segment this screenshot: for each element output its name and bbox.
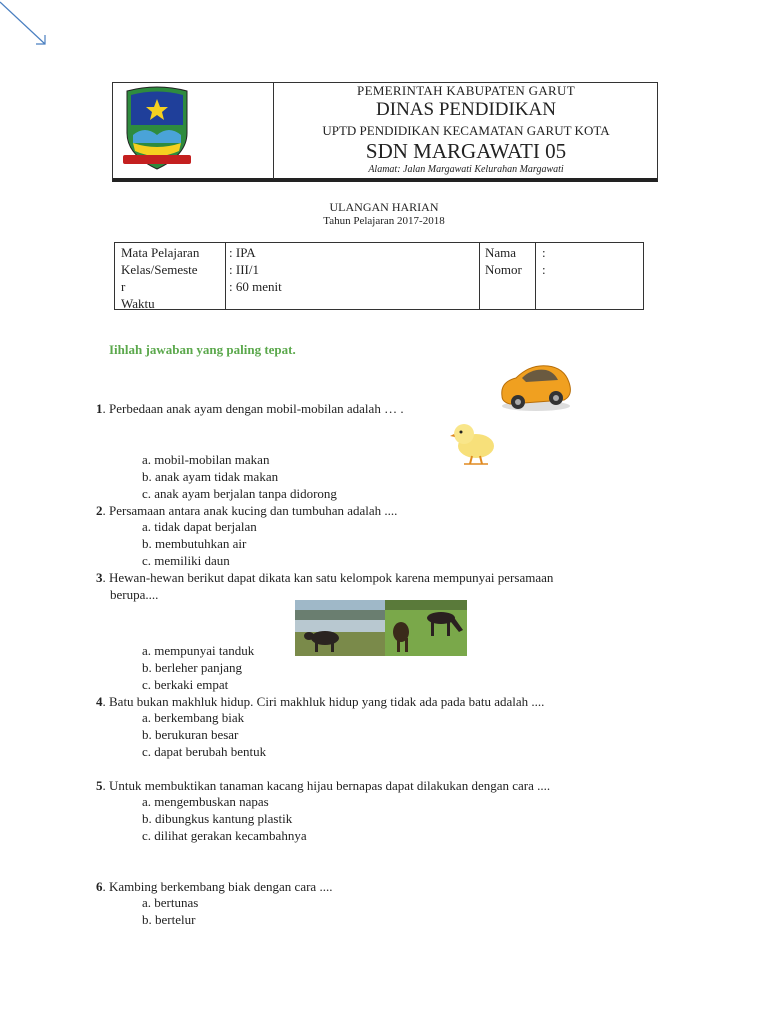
option-2c[interactable]: c. memiliki daun — [142, 553, 230, 568]
option-1b[interactable]: b. anak ayam tidak makan — [142, 469, 279, 484]
instruction-text: Iihlah jawaban yang paling tepat. — [109, 342, 296, 357]
horse-photo-icon — [385, 600, 467, 656]
option-2a[interactable]: a. tidak dapat berjalan — [142, 519, 257, 534]
question-number: 2 — [96, 503, 103, 518]
student-info-table — [114, 242, 644, 310]
question-5 — [96, 777, 550, 794]
option-4a[interactable]: a. berkembang biak — [142, 710, 245, 725]
table-divider — [535, 243, 536, 309]
label-time: Waktu — [121, 296, 155, 311]
toy-car-icon — [496, 358, 574, 414]
option-3c[interactable]: c. berkaki empat — [142, 677, 229, 692]
question-1 — [96, 400, 404, 417]
option-6a[interactable]: a. bertunas — [142, 895, 199, 910]
corner-arrow-icon — [0, 0, 60, 60]
question-text: . Kambing berkembang biak dengan cara .... — [102, 879, 333, 894]
table-divider — [479, 243, 480, 309]
question-6 — [96, 878, 332, 895]
label-name: Nama — [485, 245, 517, 260]
school-name: SDN MARGAWATI 05 — [365, 139, 567, 163]
option-2b[interactable]: b. membutuhkan air — [142, 536, 247, 551]
option-1a[interactable]: a. mobil-mobilan makan — [142, 452, 270, 467]
option-4c[interactable]: c. dapat berubah bentuk — [142, 744, 267, 759]
label-class: Kelas/Semeste — [121, 262, 198, 277]
value-subject: : IPA — [229, 245, 256, 260]
option-1c[interactable]: c. anak ayam berjalan tanpa didorong — [142, 486, 337, 501]
exam-title: ULANGAN HARIAN — [329, 200, 439, 214]
uptd-name: UPTD PENDIDIKAN KECAMATAN GARUT KOTA — [322, 123, 610, 138]
option-5b[interactable]: b. dibungkus kantung plastik — [142, 811, 293, 826]
label-class-wrap: r — [121, 279, 126, 294]
letterhead — [112, 82, 658, 182]
question-number: 6 — [96, 879, 103, 894]
question-text: . Perbedaan anak ayam dengan mobil-mobilan adalah … . — [102, 401, 404, 416]
question-number: 4 — [96, 694, 103, 709]
option-4b[interactable]: b. berukuran besar — [142, 727, 239, 742]
government-name: PEMERINTAH KABUPATEN GARUT — [357, 83, 575, 98]
option-5c[interactable]: c. dilihat gerakan kecambahnya — [142, 828, 307, 843]
school-address: Alamat: Jalan Margawati Kelurahan Margawati — [368, 164, 564, 175]
question-text: . Batu bukan makhluk hidup. Ciri makhluk hidup yang tidak ada pada batu adalah .... — [102, 694, 545, 709]
question-text: . Untuk membuktikan tanaman kacang hijau bernapas dapat dilakukan dengan cara .... — [102, 778, 551, 793]
option-5a[interactable]: a. mengembuskan napas — [142, 794, 269, 809]
question-number: 3 — [96, 570, 103, 585]
question-number: 1 — [96, 401, 103, 416]
table-divider — [225, 243, 226, 309]
garut-logo-icon — [119, 85, 195, 173]
question-number: 5 — [96, 778, 103, 793]
question-3-continued: berupa.... — [110, 587, 159, 602]
option-6b[interactable]: b. bertelur — [142, 912, 196, 927]
value-class: : III/1 — [229, 262, 259, 277]
value-name: : — [542, 245, 546, 260]
label-subject: Mata Pelajaran — [121, 245, 200, 260]
value-number: : — [542, 262, 546, 277]
option-3b[interactable]: b. berleher panjang — [142, 660, 242, 675]
question-2 — [96, 502, 397, 519]
question-4 — [96, 693, 544, 710]
cow-photo-icon — [295, 600, 385, 656]
question-text: . Persamaan antara anak kucing dan tumbuhan adalah .... — [102, 503, 398, 518]
option-3a[interactable]: a. mempunyai tanduk — [142, 643, 255, 658]
label-number: Nomor — [485, 262, 522, 277]
exam-year: Tahun Pelajaran 2017-2018 — [323, 215, 445, 227]
chick-icon — [448, 416, 500, 466]
question-3 — [96, 569, 553, 586]
question-text: . Hewan-hewan berikut dapat dikata kan satu kelompok karena mempunyai persamaan — [102, 570, 554, 585]
value-time: : 60 menit — [229, 279, 282, 294]
department-name: DINAS PENDIDIKAN — [376, 99, 556, 120]
